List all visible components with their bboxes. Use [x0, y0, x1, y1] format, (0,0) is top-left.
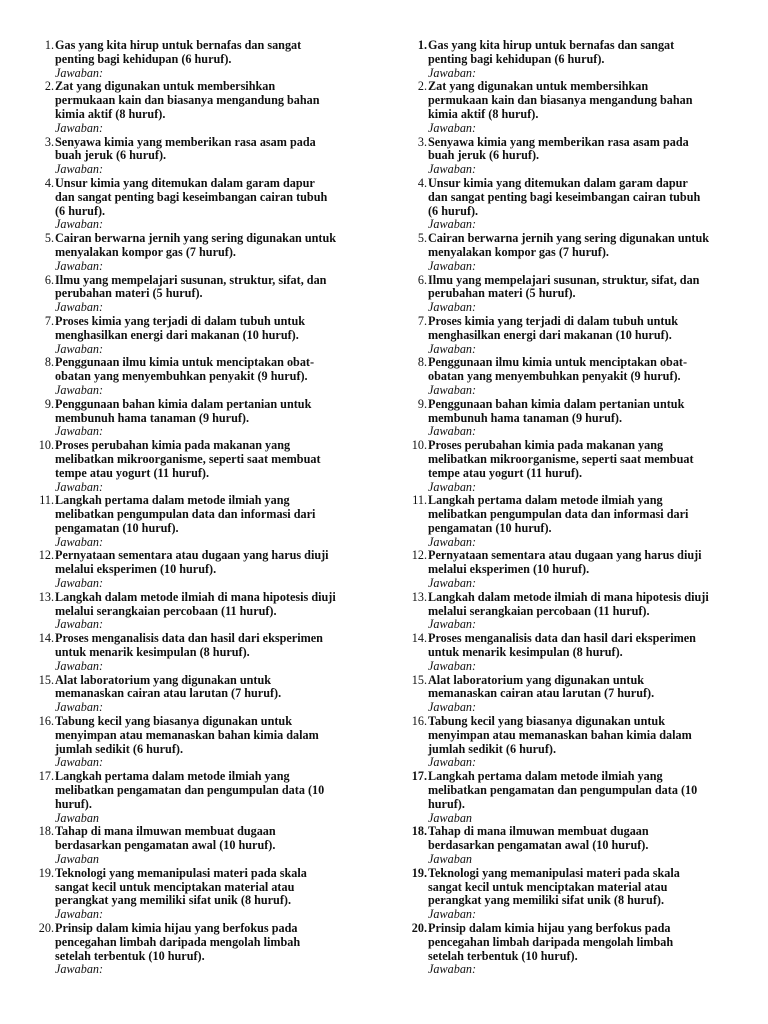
answer-label: Jawaban: [428, 162, 477, 177]
question-body [427, 591, 740, 632]
question-text-line: penting bagi kehidupan (6 huruf). [55, 51, 232, 66]
question-text-line: Gas yang kita hirup untuk bernafas dan sangat [55, 38, 302, 52]
question-number: 3. [44, 134, 54, 149]
answer-label: Jawaban: [55, 617, 104, 632]
question-body [54, 274, 367, 315]
question-body [427, 39, 740, 80]
question-item [400, 274, 740, 315]
question-item [400, 177, 740, 232]
question-text-line: Senyawa kimia yang memberikan rasa asam pada [428, 134, 689, 149]
answer-label: Jawaban: [55, 300, 104, 315]
question-number: 11. [412, 493, 427, 508]
question-body [427, 825, 740, 866]
question-number: 10. [38, 438, 54, 453]
question-number: 20. [38, 921, 54, 935]
question-text-line: Tahap di mana ilmuwan membuat dugaan [428, 824, 649, 839]
question-item [400, 356, 740, 397]
question-text-line: Cairan berwarna jernih yang sering digunakan untuk [55, 231, 337, 246]
question-number: 7. [417, 313, 427, 328]
question-text-line: pencegahan limbah daripada mengolah limbah [428, 934, 674, 949]
question-number: 18. [411, 824, 427, 839]
answer-label: Jawaban: [55, 341, 104, 356]
answer-label: Jawaban: [428, 755, 477, 770]
question-text-line: Pernyataan sementara atau dugaan yang harus diuji [55, 548, 329, 563]
question-text-line: Zat yang digunakan untuk membersihkan [428, 79, 649, 94]
question-number: 13. [411, 589, 427, 604]
question-body [427, 674, 740, 715]
question-number: 5. [417, 231, 427, 246]
question-body [427, 315, 740, 356]
answer-label: Jawaban: [55, 65, 104, 80]
question-text-line: Langkah pertama dalam metode ilmiah yang [428, 493, 663, 508]
question-text-line: menghasilkan energi dari makanan (10 huruf). [55, 327, 299, 342]
question-text-line: Penggunaan bahan kimia dalam pertanian untuk [55, 396, 312, 411]
question-text-line: Gas yang kita hirup untuk bernafas dan sangat [428, 38, 675, 52]
question-body [54, 922, 367, 977]
question-body [427, 922, 740, 977]
question-text-line: Penggunaan ilmu kimia untuk menciptakan obat- [55, 355, 315, 370]
question-item [400, 549, 740, 590]
question-number: 14. [38, 631, 54, 646]
question-text-line: berdasarkan pengamatan awal (10 huruf). [55, 838, 276, 853]
question-text-line: kimia aktif (8 huruf). [428, 106, 539, 121]
question-item [400, 136, 740, 177]
question-text-line: melibatkan pengamatan dan pengumpulan data (10 [428, 783, 698, 798]
question-text-line: setelah terbentuk (10 huruf). [428, 948, 578, 963]
question-text-line: dan sangat penting bagi keseimbangan cairan tubuh [428, 189, 701, 204]
answer-label: Jawaban: [55, 576, 104, 591]
question-body [427, 867, 740, 922]
answer-label: Jawaban: [428, 217, 477, 232]
question-item [400, 867, 740, 922]
question-body [54, 867, 367, 922]
question-text-line: Teknologi yang memanipulasi materi pada skala [55, 865, 307, 880]
question-text-line: melibatkan pengumpulan data dan informasi dari [428, 507, 689, 522]
question-body [54, 439, 367, 494]
question-text-line: buah jeruk (6 huruf). [55, 148, 167, 163]
question-item [400, 825, 740, 866]
question-list-right [400, 39, 740, 977]
answer-label: Jawaban: [428, 424, 477, 439]
question-text-line: memanaskan cairan atau larutan (7 huruf). [55, 686, 282, 701]
question-text-line: Alat laboratorium yang digunakan untuk [55, 672, 272, 687]
answer-label: Jawaban: [428, 300, 477, 315]
question-body [427, 439, 740, 494]
answer-label: Jawaban: [55, 162, 104, 177]
question-item [27, 715, 367, 770]
question-number: 16. [38, 714, 54, 729]
question-text-line: Langkah dalam metode ilmiah di mana hipotesis diuji [55, 589, 336, 604]
question-body [427, 549, 740, 590]
question-item [27, 549, 367, 590]
question-item [400, 39, 740, 80]
question-text-line: Proses menganalisis data dan hasil dari eksperimen [428, 631, 696, 646]
question-item [400, 315, 740, 356]
question-text-line: melibatkan mikroorganisme, seperti saat membuat [55, 451, 321, 466]
question-item [400, 398, 740, 439]
answer-label: Jawaban [55, 852, 100, 867]
question-text-line: melalui serangkaian percobaan (11 huruf). [428, 603, 650, 618]
question-number: 11. [39, 493, 54, 508]
question-text-line: membunuh hama tanaman (9 huruf). [428, 410, 623, 425]
question-text-line: untuk menarik kesimpulan (8 huruf). [428, 645, 623, 660]
question-body [54, 591, 367, 632]
question-body [54, 632, 367, 673]
question-body [427, 494, 740, 549]
question-number: 17. [411, 769, 427, 784]
question-body [427, 632, 740, 673]
answer-label: Jawaban: [55, 534, 104, 549]
question-number: 9. [417, 396, 427, 411]
question-number: 4. [417, 175, 427, 190]
question-column-left [27, 39, 367, 977]
answer-label: Jawaban: [428, 479, 477, 494]
answer-label: Jawaban: [428, 258, 477, 273]
question-body [54, 674, 367, 715]
question-body [54, 232, 367, 273]
question-item [27, 39, 367, 80]
question-text-line: pencegahan limbah daripada mengolah limbah [55, 934, 301, 949]
question-body [54, 715, 367, 770]
question-text-line: Prinsip dalam kimia hijau yang berfokus pada [55, 921, 298, 935]
question-number: 17. [38, 769, 54, 784]
question-item [27, 770, 367, 825]
question-number: 12. [38, 548, 54, 563]
question-body [54, 398, 367, 439]
question-text-line: melalui eksperimen (10 huruf). [428, 562, 590, 577]
question-item [400, 715, 740, 770]
question-body [54, 494, 367, 549]
question-text-line: Proses kimia yang terjadi di dalam tubuh untuk [55, 313, 306, 328]
answer-label: Jawaban [55, 810, 100, 825]
answer-label: Jawaban: [428, 700, 477, 715]
question-text-line: melibatkan pengamatan dan pengumpulan data (10 [55, 783, 325, 798]
question-item [400, 674, 740, 715]
question-text-line: Unsur kimia yang ditemukan dalam garam dapur [428, 175, 688, 190]
question-number: 2. [44, 79, 54, 94]
answer-label: Jawaban: [55, 217, 104, 232]
question-number: 19. [411, 865, 427, 880]
question-text-line: Tabung kecil yang biasanya digunakan untuk [428, 714, 665, 729]
question-text-line: penting bagi kehidupan (6 huruf). [428, 51, 605, 66]
question-body [54, 136, 367, 177]
question-item [27, 177, 367, 232]
question-text-line: jumlah sedikit (6 huruf). [428, 741, 556, 756]
question-body [427, 274, 740, 315]
question-text-line: Ilmu yang mempelajari susunan, struktur, sifat, dan [428, 272, 700, 287]
question-body [54, 315, 367, 356]
question-number: 6. [417, 272, 427, 287]
question-body [427, 398, 740, 439]
question-text-line: perangkat yang memiliki sifat unik (8 huruf). [428, 893, 664, 908]
question-text-line: pengamatan (10 huruf). [55, 520, 179, 535]
answer-label: Jawaban [428, 852, 473, 867]
question-text-line: Cairan berwarna jernih yang sering digunakan untuk [428, 231, 710, 246]
question-item [400, 922, 740, 977]
question-item [27, 632, 367, 673]
question-text-line: perubahan materi (5 huruf). [55, 286, 203, 301]
question-text-line: Tabung kecil yang biasanya digunakan untuk [55, 714, 292, 729]
question-text-line: obatan yang menyembuhkan penyakit (9 huruf). [428, 369, 681, 384]
answer-label: Jawaban: [428, 341, 477, 356]
question-text-line: huruf). [428, 796, 465, 811]
question-text-line: pengamatan (10 huruf). [428, 520, 552, 535]
question-text-line: (6 huruf). [55, 203, 106, 218]
question-body [54, 770, 367, 825]
question-number: 19. [38, 865, 54, 880]
question-item [27, 867, 367, 922]
question-item [27, 825, 367, 866]
question-number: 20. [411, 921, 427, 935]
question-number: 18. [38, 824, 54, 839]
answer-label: Jawaban: [55, 120, 104, 135]
question-text-line: Ilmu yang mempelajari susunan, struktur, sifat, dan [55, 272, 327, 287]
question-text-line: setelah terbentuk (10 huruf). [55, 948, 205, 963]
question-body [54, 177, 367, 232]
answer-label: Jawaban: [428, 382, 477, 397]
answer-label: Jawaban: [55, 700, 104, 715]
question-text-line: menghasilkan energi dari makanan (10 huruf). [428, 327, 672, 342]
question-number: 1. [44, 38, 54, 52]
question-text-line: Proses perubahan kimia pada makanan yang [55, 438, 291, 453]
question-body [427, 356, 740, 397]
question-number: 14. [411, 631, 427, 646]
question-number: 15. [38, 672, 54, 687]
answer-label: Jawaban: [428, 658, 477, 673]
question-text-line: (6 huruf). [428, 203, 479, 218]
question-item [400, 632, 740, 673]
question-body [54, 356, 367, 397]
answer-label: Jawaban: [428, 907, 477, 922]
question-number: 8. [417, 355, 427, 370]
question-text-line: melalui eksperimen (10 huruf). [55, 562, 217, 577]
question-item [400, 494, 740, 549]
question-body [427, 80, 740, 135]
question-text-line: memanaskan cairan atau larutan (7 huruf). [428, 686, 655, 701]
question-body [427, 232, 740, 273]
answer-label: Jawaban: [55, 907, 104, 922]
question-number: 3. [417, 134, 427, 149]
question-text-line: menyalakan kompor gas (7 huruf). [55, 244, 236, 259]
question-text-line: huruf). [55, 796, 92, 811]
question-text-line: Pernyataan sementara atau dugaan yang harus diuji [428, 548, 702, 563]
question-text-line: sangat kecil untuk menciptakan material atau [428, 879, 668, 894]
question-text-line: kimia aktif (8 huruf). [55, 106, 166, 121]
question-text-line: Alat laboratorium yang digunakan untuk [428, 672, 645, 687]
question-number: 5. [44, 231, 54, 246]
question-body [54, 80, 367, 135]
question-number: 10. [411, 438, 427, 453]
question-number: 12. [411, 548, 427, 563]
answer-label: Jawaban: [55, 755, 104, 770]
question-text-line: melibatkan pengumpulan data dan informasi dari [55, 507, 316, 522]
question-number: 2. [417, 79, 427, 94]
question-item [27, 274, 367, 315]
question-body [427, 770, 740, 825]
question-number: 15. [411, 672, 427, 687]
answer-label: Jawaban: [55, 479, 104, 494]
question-item [400, 439, 740, 494]
question-text-line: tempe atau yogurt (11 huruf). [55, 465, 210, 480]
question-text-line: melibatkan mikroorganisme, seperti saat membuat [428, 451, 694, 466]
question-item [27, 439, 367, 494]
answer-label: Jawaban: [428, 65, 477, 80]
question-number: 7. [44, 313, 54, 328]
question-text-line: jumlah sedikit (6 huruf). [55, 741, 183, 756]
question-text-line: menyimpan atau memanaskan bahan kimia dalam [55, 727, 319, 742]
question-text-line: Teknologi yang memanipulasi materi pada skala [428, 865, 680, 880]
question-text-line: perubahan materi (5 huruf). [428, 286, 576, 301]
question-text-line: membunuh hama tanaman (9 huruf). [55, 410, 250, 425]
question-text-line: dan sangat penting bagi keseimbangan cairan tubuh [55, 189, 328, 204]
question-text-line: untuk menarik kesimpulan (8 huruf). [55, 645, 250, 660]
answer-label: Jawaban: [428, 617, 477, 632]
question-item [27, 674, 367, 715]
question-text-line: menyimpan atau memanaskan bahan kimia dalam [428, 727, 692, 742]
question-text-line: Langkah dalam metode ilmiah di mana hipotesis diuji [428, 589, 709, 604]
question-number: 1. [417, 38, 427, 52]
question-number: 13. [38, 589, 54, 604]
answer-label: Jawaban: [55, 424, 104, 439]
question-text-line: permukaan kain dan biasanya mengandung bahan [428, 93, 693, 108]
question-text-line: Langkah pertama dalam metode ilmiah yang [55, 493, 290, 508]
answer-label: Jawaban: [55, 658, 104, 673]
question-body [54, 825, 367, 866]
question-text-line: Proses perubahan kimia pada makanan yang [428, 438, 664, 453]
answer-label: Jawaban: [428, 576, 477, 591]
question-text-line: buah jeruk (6 huruf). [428, 148, 540, 163]
question-number: 6. [44, 272, 54, 287]
answer-label: Jawaban: [428, 962, 477, 977]
question-text-line: tempe atau yogurt (11 huruf). [428, 465, 583, 480]
question-text-line: Penggunaan ilmu kimia untuk menciptakan obat- [428, 355, 688, 370]
question-text-line: obatan yang menyembuhkan penyakit (9 huruf). [55, 369, 308, 384]
question-body [427, 177, 740, 232]
question-text-line: sangat kecil untuk menciptakan material atau [55, 879, 295, 894]
answer-label: Jawaban: [428, 534, 477, 549]
question-item [400, 232, 740, 273]
question-text-line: perangkat yang memiliki sifat unik (8 huruf). [55, 893, 291, 908]
question-number: 4. [44, 175, 54, 190]
question-item [27, 356, 367, 397]
question-item [400, 770, 740, 825]
question-column-right [400, 39, 740, 977]
question-item [27, 494, 367, 549]
question-text-line: Unsur kimia yang ditemukan dalam garam dapur [55, 175, 315, 190]
question-body [427, 715, 740, 770]
question-body [54, 549, 367, 590]
question-item [27, 136, 367, 177]
question-item [27, 315, 367, 356]
question-item [400, 80, 740, 135]
answer-label: Jawaban: [55, 962, 104, 977]
question-number: 16. [411, 714, 427, 729]
question-text-line: permukaan kain dan biasanya mengandung bahan [55, 93, 320, 108]
question-item [400, 591, 740, 632]
question-text-line: Tahap di mana ilmuwan membuat dugaan [55, 824, 276, 839]
question-text-line: menyalakan kompor gas (7 huruf). [428, 244, 609, 259]
question-text-line: Proses kimia yang terjadi di dalam tubuh untuk [428, 313, 679, 328]
question-item [27, 398, 367, 439]
question-text-line: Langkah pertama dalam metode ilmiah yang [55, 769, 290, 784]
question-number: 8. [44, 355, 54, 370]
question-item [27, 232, 367, 273]
question-number: 9. [44, 396, 54, 411]
question-body [54, 39, 367, 80]
answer-label: Jawaban: [55, 258, 104, 273]
question-body [427, 136, 740, 177]
question-item [27, 922, 367, 977]
question-list-left [27, 39, 367, 977]
question-item [27, 591, 367, 632]
question-item [27, 80, 367, 135]
answer-label: Jawaban: [55, 382, 104, 397]
question-text-line: melalui serangkaian percobaan (11 huruf). [55, 603, 277, 618]
question-text-line: Penggunaan bahan kimia dalam pertanian untuk [428, 396, 685, 411]
answer-label: Jawaban [428, 810, 473, 825]
question-text-line: Zat yang digunakan untuk membersihkan [55, 79, 276, 94]
question-text-line: berdasarkan pengamatan awal (10 huruf). [428, 838, 649, 853]
question-text-line: Langkah pertama dalam metode ilmiah yang [428, 769, 663, 784]
question-text-line: Proses menganalisis data dan hasil dari eksperimen [55, 631, 323, 646]
question-text-line: Senyawa kimia yang memberikan rasa asam pada [55, 134, 316, 149]
question-text-line: Prinsip dalam kimia hijau yang berfokus pada [428, 921, 671, 935]
answer-label: Jawaban: [428, 120, 477, 135]
